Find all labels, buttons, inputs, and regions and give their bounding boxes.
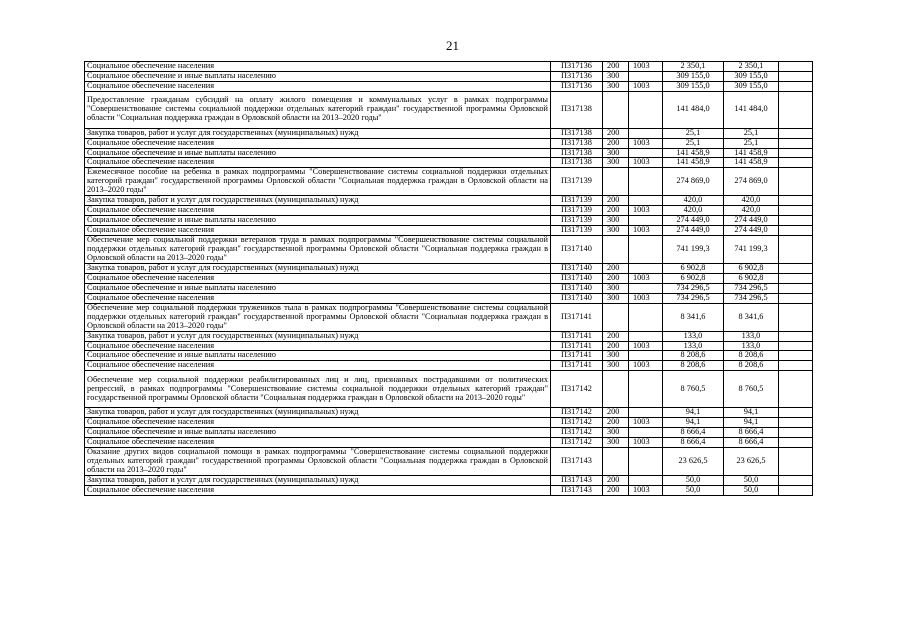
- row-amount-2: 94,1: [724, 408, 779, 418]
- row-amount-1: 8 666,4: [663, 437, 724, 447]
- row-section: [629, 351, 663, 361]
- row-amount-1: 8 666,4: [663, 428, 724, 438]
- row-amount-2: 8 666,4: [724, 428, 779, 438]
- row-name: Закупка товаров, работ и услуг для государственных (муниципальных) нужд: [85, 331, 551, 341]
- row-empty: [779, 331, 813, 341]
- table-row: [85, 428, 813, 438]
- row-expense-type: 300: [603, 428, 629, 438]
- row-name: Обеспечение мер социальной поддержки тружеников тыла в рамках подпрограммы "Совершенствование системы социальной поддержки отдельных категорий граждан" государственной программы Орловской области "Социальная поддержка граждан в Орловской области на 2013–2020 годы": [85, 303, 551, 331]
- row-amount-1: 8 208,6: [663, 361, 724, 371]
- row-code: П317141: [551, 341, 603, 351]
- row-amount-2: 8 666,4: [724, 437, 779, 447]
- row-empty: [779, 226, 813, 236]
- row-name: Закупка товаров, работ и услуг для государственных (муниципальных) нужд: [85, 128, 551, 138]
- row-name: Социальное обеспечение и иные выплаты населению: [85, 283, 551, 293]
- row-expense-type: 300: [603, 71, 629, 81]
- row-code: П317138: [551, 91, 603, 128]
- row-expense-type: 200: [603, 341, 629, 351]
- row-amount-1: 141 484,0: [663, 91, 724, 128]
- row-section: 1003: [629, 226, 663, 236]
- row-amount-1: 420,0: [663, 196, 724, 206]
- row-empty: [779, 168, 813, 196]
- table-row: [85, 62, 813, 72]
- row-name: Социальное обеспечение населения: [85, 485, 551, 495]
- row-code: П317140: [551, 283, 603, 293]
- row-name: Социальное обеспечение населения: [85, 361, 551, 371]
- row-code: П317138: [551, 158, 603, 168]
- table-row: [85, 408, 813, 418]
- row-amount-2: 94,1: [724, 418, 779, 428]
- row-code: П317140: [551, 263, 603, 273]
- row-amount-2: 6 902,8: [724, 263, 779, 273]
- row-name: Социальное обеспечение населения: [85, 341, 551, 351]
- row-empty: [779, 138, 813, 148]
- row-amount-2: 133,0: [724, 341, 779, 351]
- row-section: [629, 216, 663, 226]
- row-name: Ежемесячное пособие на ребенка в рамках подпрограммы "Совершенствование системы социальной поддержки отдельных категорий граждан" государственной программы Орловской области "Социальная поддержка граждан в Орловской области на 2013–2020 годы": [85, 168, 551, 196]
- table-row: [85, 206, 813, 216]
- row-code: П317142: [551, 418, 603, 428]
- table-row: [85, 81, 813, 91]
- row-code: П317141: [551, 331, 603, 341]
- row-name: Социальное обеспечение населения: [85, 158, 551, 168]
- row-amount-2: 8 760,5: [724, 371, 779, 408]
- row-section: [629, 148, 663, 158]
- row-empty: [779, 158, 813, 168]
- row-amount-2: 50,0: [724, 475, 779, 485]
- row-expense-type: 300: [603, 81, 629, 91]
- row-amount-2: 6 902,8: [724, 273, 779, 283]
- row-amount-1: 23 626,5: [663, 447, 724, 475]
- row-amount-2: 734 296,5: [724, 283, 779, 293]
- row-section: [629, 331, 663, 341]
- row-code: П317143: [551, 447, 603, 475]
- table-row: [85, 485, 813, 495]
- row-code: П317140: [551, 293, 603, 303]
- row-code: П317138: [551, 148, 603, 158]
- row-amount-1: 309 155,0: [663, 71, 724, 81]
- row-code: П317139: [551, 216, 603, 226]
- row-expense-type: 200: [603, 418, 629, 428]
- row-amount-2: 141 484,0: [724, 91, 779, 128]
- row-section: 1003: [629, 138, 663, 148]
- row-amount-2: 141 458,9: [724, 158, 779, 168]
- row-expense-type: 200: [603, 331, 629, 341]
- row-name: Социальное обеспечение населения: [85, 62, 551, 72]
- row-code: П317142: [551, 437, 603, 447]
- row-empty: [779, 371, 813, 408]
- row-section: 1003: [629, 437, 663, 447]
- row-amount-2: 8 208,6: [724, 351, 779, 361]
- table-row: [85, 437, 813, 447]
- row-empty: [779, 273, 813, 283]
- row-empty: [779, 81, 813, 91]
- row-amount-1: 2 350,1: [663, 62, 724, 72]
- row-expense-type: [603, 447, 629, 475]
- row-expense-type: 300: [603, 226, 629, 236]
- row-code: П317141: [551, 361, 603, 371]
- row-empty: [779, 437, 813, 447]
- row-expense-type: 300: [603, 293, 629, 303]
- row-section: [629, 283, 663, 293]
- row-section: 1003: [629, 341, 663, 351]
- row-amount-1: 25,1: [663, 128, 724, 138]
- row-empty: [779, 447, 813, 475]
- table-row: [85, 216, 813, 226]
- row-section: [629, 71, 663, 81]
- row-amount-2: 734 296,5: [724, 293, 779, 303]
- row-expense-type: [603, 235, 629, 263]
- row-name: Социальное обеспечение населения: [85, 293, 551, 303]
- row-expense-type: 200: [603, 273, 629, 283]
- row-name: Социальное обеспечение населения: [85, 81, 551, 91]
- row-expense-type: 300: [603, 158, 629, 168]
- row-expense-type: 200: [603, 408, 629, 418]
- row-amount-2: 133,0: [724, 331, 779, 341]
- row-empty: [779, 485, 813, 495]
- table-row: [85, 226, 813, 236]
- row-expense-type: 200: [603, 485, 629, 495]
- page-number: 21: [446, 38, 459, 53]
- table-row: [85, 283, 813, 293]
- row-empty: [779, 341, 813, 351]
- row-name: Закупка товаров, работ и услуг для государственных (муниципальных) нужд: [85, 408, 551, 418]
- table-row: [85, 371, 813, 408]
- row-amount-1: 50,0: [663, 485, 724, 495]
- row-expense-type: [603, 91, 629, 128]
- row-code: П317139: [551, 226, 603, 236]
- table-row: [85, 341, 813, 351]
- row-amount-2: 25,1: [724, 138, 779, 148]
- table-row: [85, 263, 813, 273]
- row-code: П317141: [551, 351, 603, 361]
- row-expense-type: 200: [603, 62, 629, 72]
- table-row: [85, 303, 813, 331]
- row-empty: [779, 148, 813, 158]
- row-section: [629, 263, 663, 273]
- row-name: Социальное обеспечение населения: [85, 418, 551, 428]
- row-expense-type: 300: [603, 216, 629, 226]
- table-row: [85, 138, 813, 148]
- row-expense-type: 300: [603, 437, 629, 447]
- row-amount-2: 23 626,5: [724, 447, 779, 475]
- budget-table: [84, 61, 813, 496]
- row-amount-1: 6 902,8: [663, 263, 724, 273]
- row-empty: [779, 283, 813, 293]
- row-section: 1003: [629, 273, 663, 283]
- row-code: П317139: [551, 206, 603, 216]
- row-expense-type: [603, 303, 629, 331]
- row-name: Закупка товаров, работ и услуг для государственных (муниципальных) нужд: [85, 475, 551, 485]
- row-amount-1: 734 296,5: [663, 293, 724, 303]
- row-empty: [779, 235, 813, 263]
- row-section: 1003: [629, 158, 663, 168]
- row-amount-1: 274 449,0: [663, 216, 724, 226]
- row-name: Обеспечение мер социальной поддержки ветеранов труда в рамках подпрограммы "Совершенствование системы социальной поддержки отдельных категорий граждан" государственной программы Орловской области "Социальная поддержка граждан в Орловской области на 2013–2020 годы": [85, 235, 551, 263]
- row-expense-type: 200: [603, 475, 629, 485]
- row-code: П317141: [551, 303, 603, 331]
- row-section: 1003: [629, 81, 663, 91]
- row-name: Социальное обеспечение населения: [85, 437, 551, 447]
- row-amount-2: 274 449,0: [724, 226, 779, 236]
- row-empty: [779, 71, 813, 81]
- row-amount-1: 50,0: [663, 475, 724, 485]
- row-section: [629, 447, 663, 475]
- row-amount-1: 133,0: [663, 331, 724, 341]
- row-expense-type: 200: [603, 206, 629, 216]
- row-empty: [779, 361, 813, 371]
- row-amount-2: 50,0: [724, 485, 779, 495]
- table-row: [85, 293, 813, 303]
- table-row: [85, 447, 813, 475]
- row-name: Социальное обеспечение и иные выплаты населению: [85, 71, 551, 81]
- row-amount-2: 8 208,6: [724, 361, 779, 371]
- table-row: [85, 128, 813, 138]
- row-section: 1003: [629, 485, 663, 495]
- row-amount-1: 309 155,0: [663, 81, 724, 91]
- row-section: [629, 371, 663, 408]
- table-row: [85, 148, 813, 158]
- row-empty: [779, 351, 813, 361]
- row-name: Социальное обеспечение населения: [85, 206, 551, 216]
- row-amount-2: 420,0: [724, 206, 779, 216]
- row-empty: [779, 206, 813, 216]
- table-row: [85, 418, 813, 428]
- row-code: П317138: [551, 138, 603, 148]
- row-name: Обеспечение мер социальной поддержки реабилитированных лиц и лиц, признанных пострадавшими от политических репрессий, в рамках подпрограммы "Совершенствование системы социальной поддержки отдельных категорий граждан" государственной программы Орловской области "Социальная поддержка граждан в Орловской области на 2013–2020 годы": [85, 371, 551, 408]
- row-amount-2: 274 449,0: [724, 216, 779, 226]
- row-code: П317142: [551, 371, 603, 408]
- row-empty: [779, 263, 813, 273]
- row-name: Предоставление гражданам субсидий на оплату жилого помещения и коммунальных услуг в рамках подпрограммы "Совершенствование системы социальной поддержки отдельных категорий граждан" государственной программы Орловской области "Социальная поддержка граждан в Орловской области на 2013–2020 годы": [85, 91, 551, 128]
- row-section: [629, 408, 663, 418]
- table-row: [85, 196, 813, 206]
- row-amount-2: 141 458,9: [724, 148, 779, 158]
- row-amount-1: 274 449,0: [663, 226, 724, 236]
- row-section: [629, 128, 663, 138]
- row-amount-1: 141 458,9: [663, 158, 724, 168]
- row-section: 1003: [629, 293, 663, 303]
- row-expense-type: 300: [603, 361, 629, 371]
- row-section: [629, 196, 663, 206]
- row-expense-type: [603, 371, 629, 408]
- row-code: П317140: [551, 273, 603, 283]
- row-amount-1: 141 458,9: [663, 148, 724, 158]
- row-empty: [779, 128, 813, 138]
- table-row: [85, 91, 813, 128]
- row-name: Социальное обеспечение и иные выплаты населению: [85, 428, 551, 438]
- table-row: [85, 235, 813, 263]
- row-amount-1: 8 208,6: [663, 351, 724, 361]
- row-expense-type: 300: [603, 351, 629, 361]
- row-expense-type: 200: [603, 128, 629, 138]
- row-amount-1: 133,0: [663, 341, 724, 351]
- row-code: П317142: [551, 408, 603, 418]
- row-code: П317139: [551, 196, 603, 206]
- table-row: [85, 361, 813, 371]
- row-empty: [779, 196, 813, 206]
- table-row: [85, 351, 813, 361]
- row-section: [629, 235, 663, 263]
- row-amount-1: 8 341,6: [663, 303, 724, 331]
- row-amount-1: 274 869,0: [663, 168, 724, 196]
- row-code: П317138: [551, 128, 603, 138]
- row-amount-1: 8 760,5: [663, 371, 724, 408]
- row-empty: [779, 418, 813, 428]
- row-amount-1: 25,1: [663, 138, 724, 148]
- table-row: [85, 168, 813, 196]
- row-expense-type: 300: [603, 148, 629, 158]
- row-code: П317140: [551, 235, 603, 263]
- table-row: [85, 71, 813, 81]
- row-code: П317139: [551, 168, 603, 196]
- row-name: Социальное обеспечение населения: [85, 138, 551, 148]
- row-section: [629, 91, 663, 128]
- row-name: Закупка товаров, работ и услуг для государственных (муниципальных) нужд: [85, 196, 551, 206]
- row-section: 1003: [629, 418, 663, 428]
- row-empty: [779, 91, 813, 128]
- row-amount-2: 2 350,1: [724, 62, 779, 72]
- row-amount-1: 6 902,8: [663, 273, 724, 283]
- row-code: П317136: [551, 71, 603, 81]
- row-name: Социальное обеспечение и иные выплаты населению: [85, 216, 551, 226]
- row-amount-2: 274 869,0: [724, 168, 779, 196]
- table-row: [85, 158, 813, 168]
- row-name: Социальное обеспечение населения: [85, 226, 551, 236]
- row-empty: [779, 62, 813, 72]
- row-section: 1003: [629, 62, 663, 72]
- row-amount-2: 420,0: [724, 196, 779, 206]
- row-expense-type: [603, 168, 629, 196]
- row-empty: [779, 408, 813, 418]
- row-amount-1: 94,1: [663, 408, 724, 418]
- table-row: [85, 331, 813, 341]
- table-row: [85, 475, 813, 485]
- row-section: [629, 475, 663, 485]
- row-expense-type: 200: [603, 138, 629, 148]
- row-section: 1003: [629, 361, 663, 371]
- row-empty: [779, 303, 813, 331]
- row-amount-1: 420,0: [663, 206, 724, 216]
- row-code: П317143: [551, 485, 603, 495]
- row-empty: [779, 216, 813, 226]
- table-body: [85, 62, 813, 496]
- row-name: Социальное обеспечение и иные выплаты населению: [85, 148, 551, 158]
- row-name: Социальное обеспечение населения: [85, 273, 551, 283]
- row-amount-2: 25,1: [724, 128, 779, 138]
- row-amount-1: 741 199,3: [663, 235, 724, 263]
- row-name: Закупка товаров, работ и услуг для государственных (муниципальных) нужд: [85, 263, 551, 273]
- row-code: П317142: [551, 428, 603, 438]
- row-code: П317136: [551, 62, 603, 72]
- row-empty: [779, 428, 813, 438]
- row-amount-2: 8 341,6: [724, 303, 779, 331]
- row-empty: [779, 475, 813, 485]
- row-expense-type: 300: [603, 283, 629, 293]
- row-name: Социальное обеспечение и иные выплаты населению: [85, 351, 551, 361]
- row-section: [629, 168, 663, 196]
- row-amount-2: 309 155,0: [724, 81, 779, 91]
- row-amount-1: 734 296,5: [663, 283, 724, 293]
- row-code: П317136: [551, 81, 603, 91]
- row-expense-type: 200: [603, 263, 629, 273]
- table-row: [85, 273, 813, 283]
- row-section: 1003: [629, 206, 663, 216]
- row-empty: [779, 293, 813, 303]
- row-section: [629, 303, 663, 331]
- row-name: Оказание других видов социальной помощи в рамках подпрограммы "Совершенствование системы социальной поддержки отдельных категорий граждан" государственной программы Орловской области "Социальная поддержка граждан в Орловской области на 2013–2020 годы": [85, 447, 551, 475]
- row-expense-type: 200: [603, 196, 629, 206]
- row-code: П317143: [551, 475, 603, 485]
- row-amount-2: 741 199,3: [724, 235, 779, 263]
- row-section: [629, 428, 663, 438]
- row-amount-2: 309 155,0: [724, 71, 779, 81]
- row-amount-1: 94,1: [663, 418, 724, 428]
